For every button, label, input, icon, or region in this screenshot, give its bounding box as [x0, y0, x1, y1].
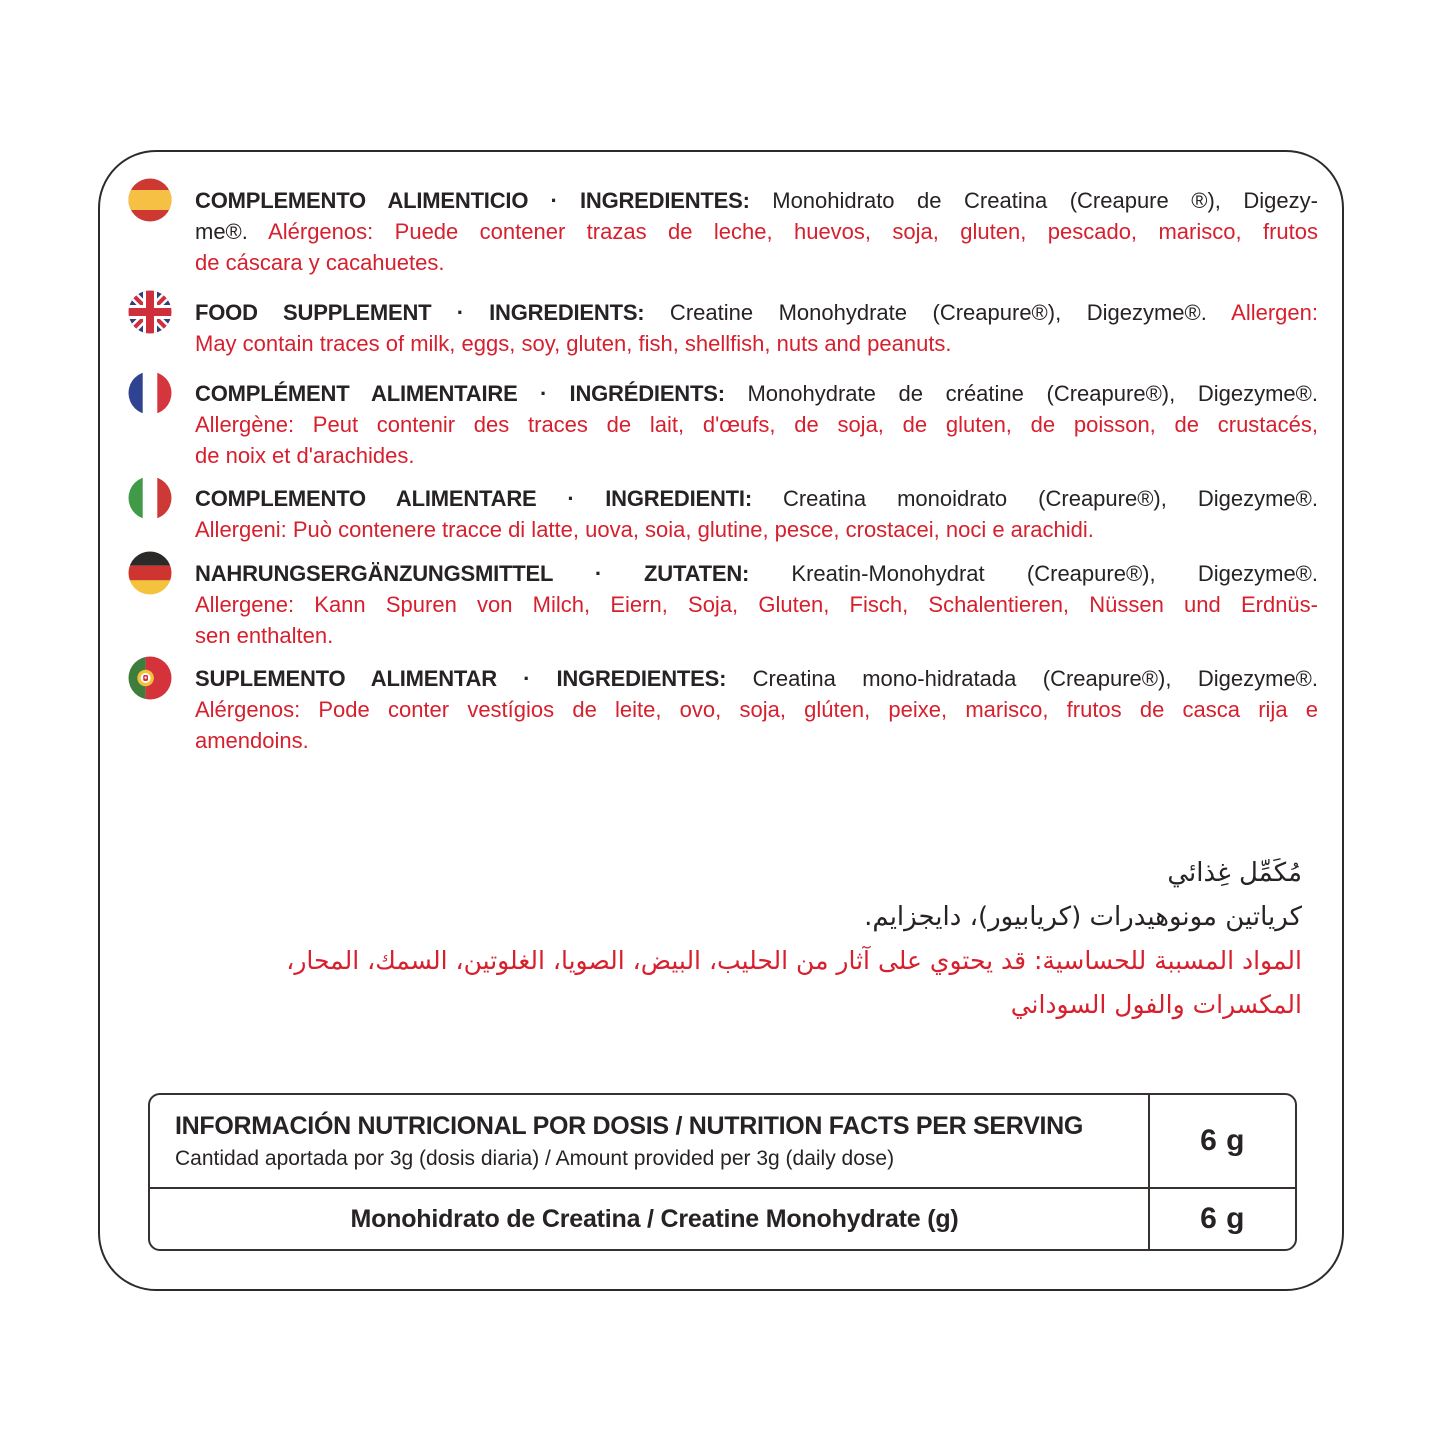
ingredient-section-en: [128, 297, 1318, 359]
section-text-es: [195, 185, 1318, 278]
flag-germany-icon: [128, 551, 172, 595]
ingredient-section-de: [128, 558, 1318, 651]
nutrition-subtitle: Cantidad aportada por 3g (dosis diaria) / Amount provided per 3g (daily dose): [175, 1146, 895, 1170]
text-line: [195, 514, 1318, 545]
text-segment-reg: Creatina monoidrato (Creapure®), Digezyme®.: [751, 486, 1318, 511]
text-segment-red: Allergeni: Può contenere tracce di latte, uova, soia, glutine, pesce, crostacei, noci e arachidi.: [195, 517, 1094, 542]
text-segment-red: May contain traces of milk, eggs, soy, gluten, fish, shellfish, nuts and peanuts.: [195, 331, 952, 356]
text-segment-reg: Monohydrate de créatine (Creapure®), Digezyme®.: [724, 381, 1318, 406]
text-line: [195, 297, 1318, 328]
creatine-row-value: 6 g: [1148, 1189, 1295, 1249]
text-segment-red: Alérgenos: Puede contener trazas de leche, huevos, soja, gluten, pescado, marisco, frutos: [268, 219, 1318, 244]
text-line: [195, 216, 1318, 247]
text-segment-reg: Creatina mono-hidratada (Creapure®), Digezyme®.: [726, 666, 1318, 691]
flag-portugal-icon: [128, 656, 172, 700]
creatine-row-label: Monohidrato de Creatina / Creatine Monohydrate (g): [350, 1204, 959, 1233]
text-segment-reg: me®.: [195, 219, 269, 244]
arabic-line-2: كرياتين مونوهيدرات (كريابيور)، دايجزايم.: [864, 902, 1302, 932]
text-segment-bold: COMPLEMENTO ALIMENTICIO · INGREDIENTES:: [195, 188, 750, 213]
text-line: [195, 440, 1318, 471]
flag-italy-icon: [128, 476, 172, 520]
text-line: [195, 725, 1318, 756]
text-line: [195, 409, 1318, 440]
nutrition-header-cell: [150, 1095, 1148, 1187]
text-segment-reg: Monohidrato de Creatina (Creapure ®), Digezy-: [749, 188, 1318, 213]
text-segment-red: Alérgenos: Pode conter vestígios de leite, ovo, soja, glúten, peixe, marisco, frutos de casca rija e: [195, 697, 1318, 722]
text-line: [195, 663, 1318, 694]
text-segment-red: Allergene: Kann Spuren von Milch, Eiern, Soja, Gluten, Fisch, Schalentieren, Nüssen und Erdnüs-: [195, 592, 1318, 617]
text-line: [195, 247, 1318, 278]
text-segment-reg: Creatine Monohydrate (Creapure®), Digezyme®.: [644, 300, 1232, 325]
text-segment-reg: Kreatin-Monohydrat (Creapure®), Digezyme®.: [749, 561, 1318, 586]
text-line: [195, 328, 1318, 359]
text-segment-bold: COMPLÉMENT ALIMENTAIRE · INGRÉDIENTS:: [195, 381, 725, 406]
text-segment-red: de cáscara y cacahuetes.: [195, 250, 445, 275]
ingredient-section-es: [128, 185, 1318, 278]
serving-size-value: 6 g: [1148, 1095, 1295, 1187]
section-text-en: [195, 297, 1318, 359]
section-text-fr: [195, 378, 1318, 471]
text-segment-red: amendoins.: [195, 728, 309, 753]
arabic-section: [240, 851, 1302, 1027]
text-segment-red: Allergen:: [1231, 300, 1318, 325]
ingredient-section-pt: [128, 663, 1318, 756]
arabic-line-1: مُكَمِّل غِذائي: [1167, 858, 1302, 888]
text-segment-bold: SUPLEMENTO ALIMENTAR · INGREDIENTES:: [195, 666, 727, 691]
ingredient-section-it: [128, 483, 1318, 545]
creatine-row: [150, 1189, 1295, 1249]
section-text-de: [195, 558, 1318, 651]
text-line: [195, 620, 1318, 651]
flag-uk-icon: [128, 290, 172, 334]
ingredient-section-fr: [128, 378, 1318, 471]
text-line: [195, 558, 1318, 589]
arabic-line-3: المواد المسببة للحساسية: قد يحتوي على آثار من الحليب، البيض، الصويا، الغلوتين، السمك، المحار، المكسرات والفول السوداني: [286, 946, 1302, 1019]
nutrition-title: INFORMACIÓN NUTRICIONAL POR DOSIS / NUTRITION FACTS PER SERVING: [175, 1111, 1084, 1140]
text-line: [195, 378, 1318, 409]
flag-spain-icon: [128, 178, 172, 222]
section-text-it: [195, 483, 1318, 545]
text-line: [195, 694, 1318, 725]
text-segment-bold: FOOD SUPPLEMENT · INGREDIENTS:: [195, 300, 645, 325]
text-line: [195, 589, 1318, 620]
text-segment-red: de noix et d'arachides.: [195, 443, 415, 468]
text-segment-bold: COMPLEMENTO ALIMENTARE · INGREDIENTI:: [195, 486, 752, 511]
flag-france-icon: [128, 371, 172, 415]
section-text-pt: [195, 663, 1318, 756]
text-segment-red: sen enthalten.: [195, 623, 334, 648]
text-segment-bold: NAHRUNGSERGÄNZUNGSMITTEL · ZUTATEN:: [195, 561, 750, 586]
text-line: [195, 185, 1318, 216]
nutrition-table: [148, 1093, 1297, 1251]
text-segment-red: Allergène: Peut contenir des traces de lait, d'œufs, de soja, de gluten, de poisson, de crustacés,: [195, 412, 1318, 437]
nutrition-header-row: [150, 1095, 1295, 1189]
text-line: [195, 483, 1318, 514]
